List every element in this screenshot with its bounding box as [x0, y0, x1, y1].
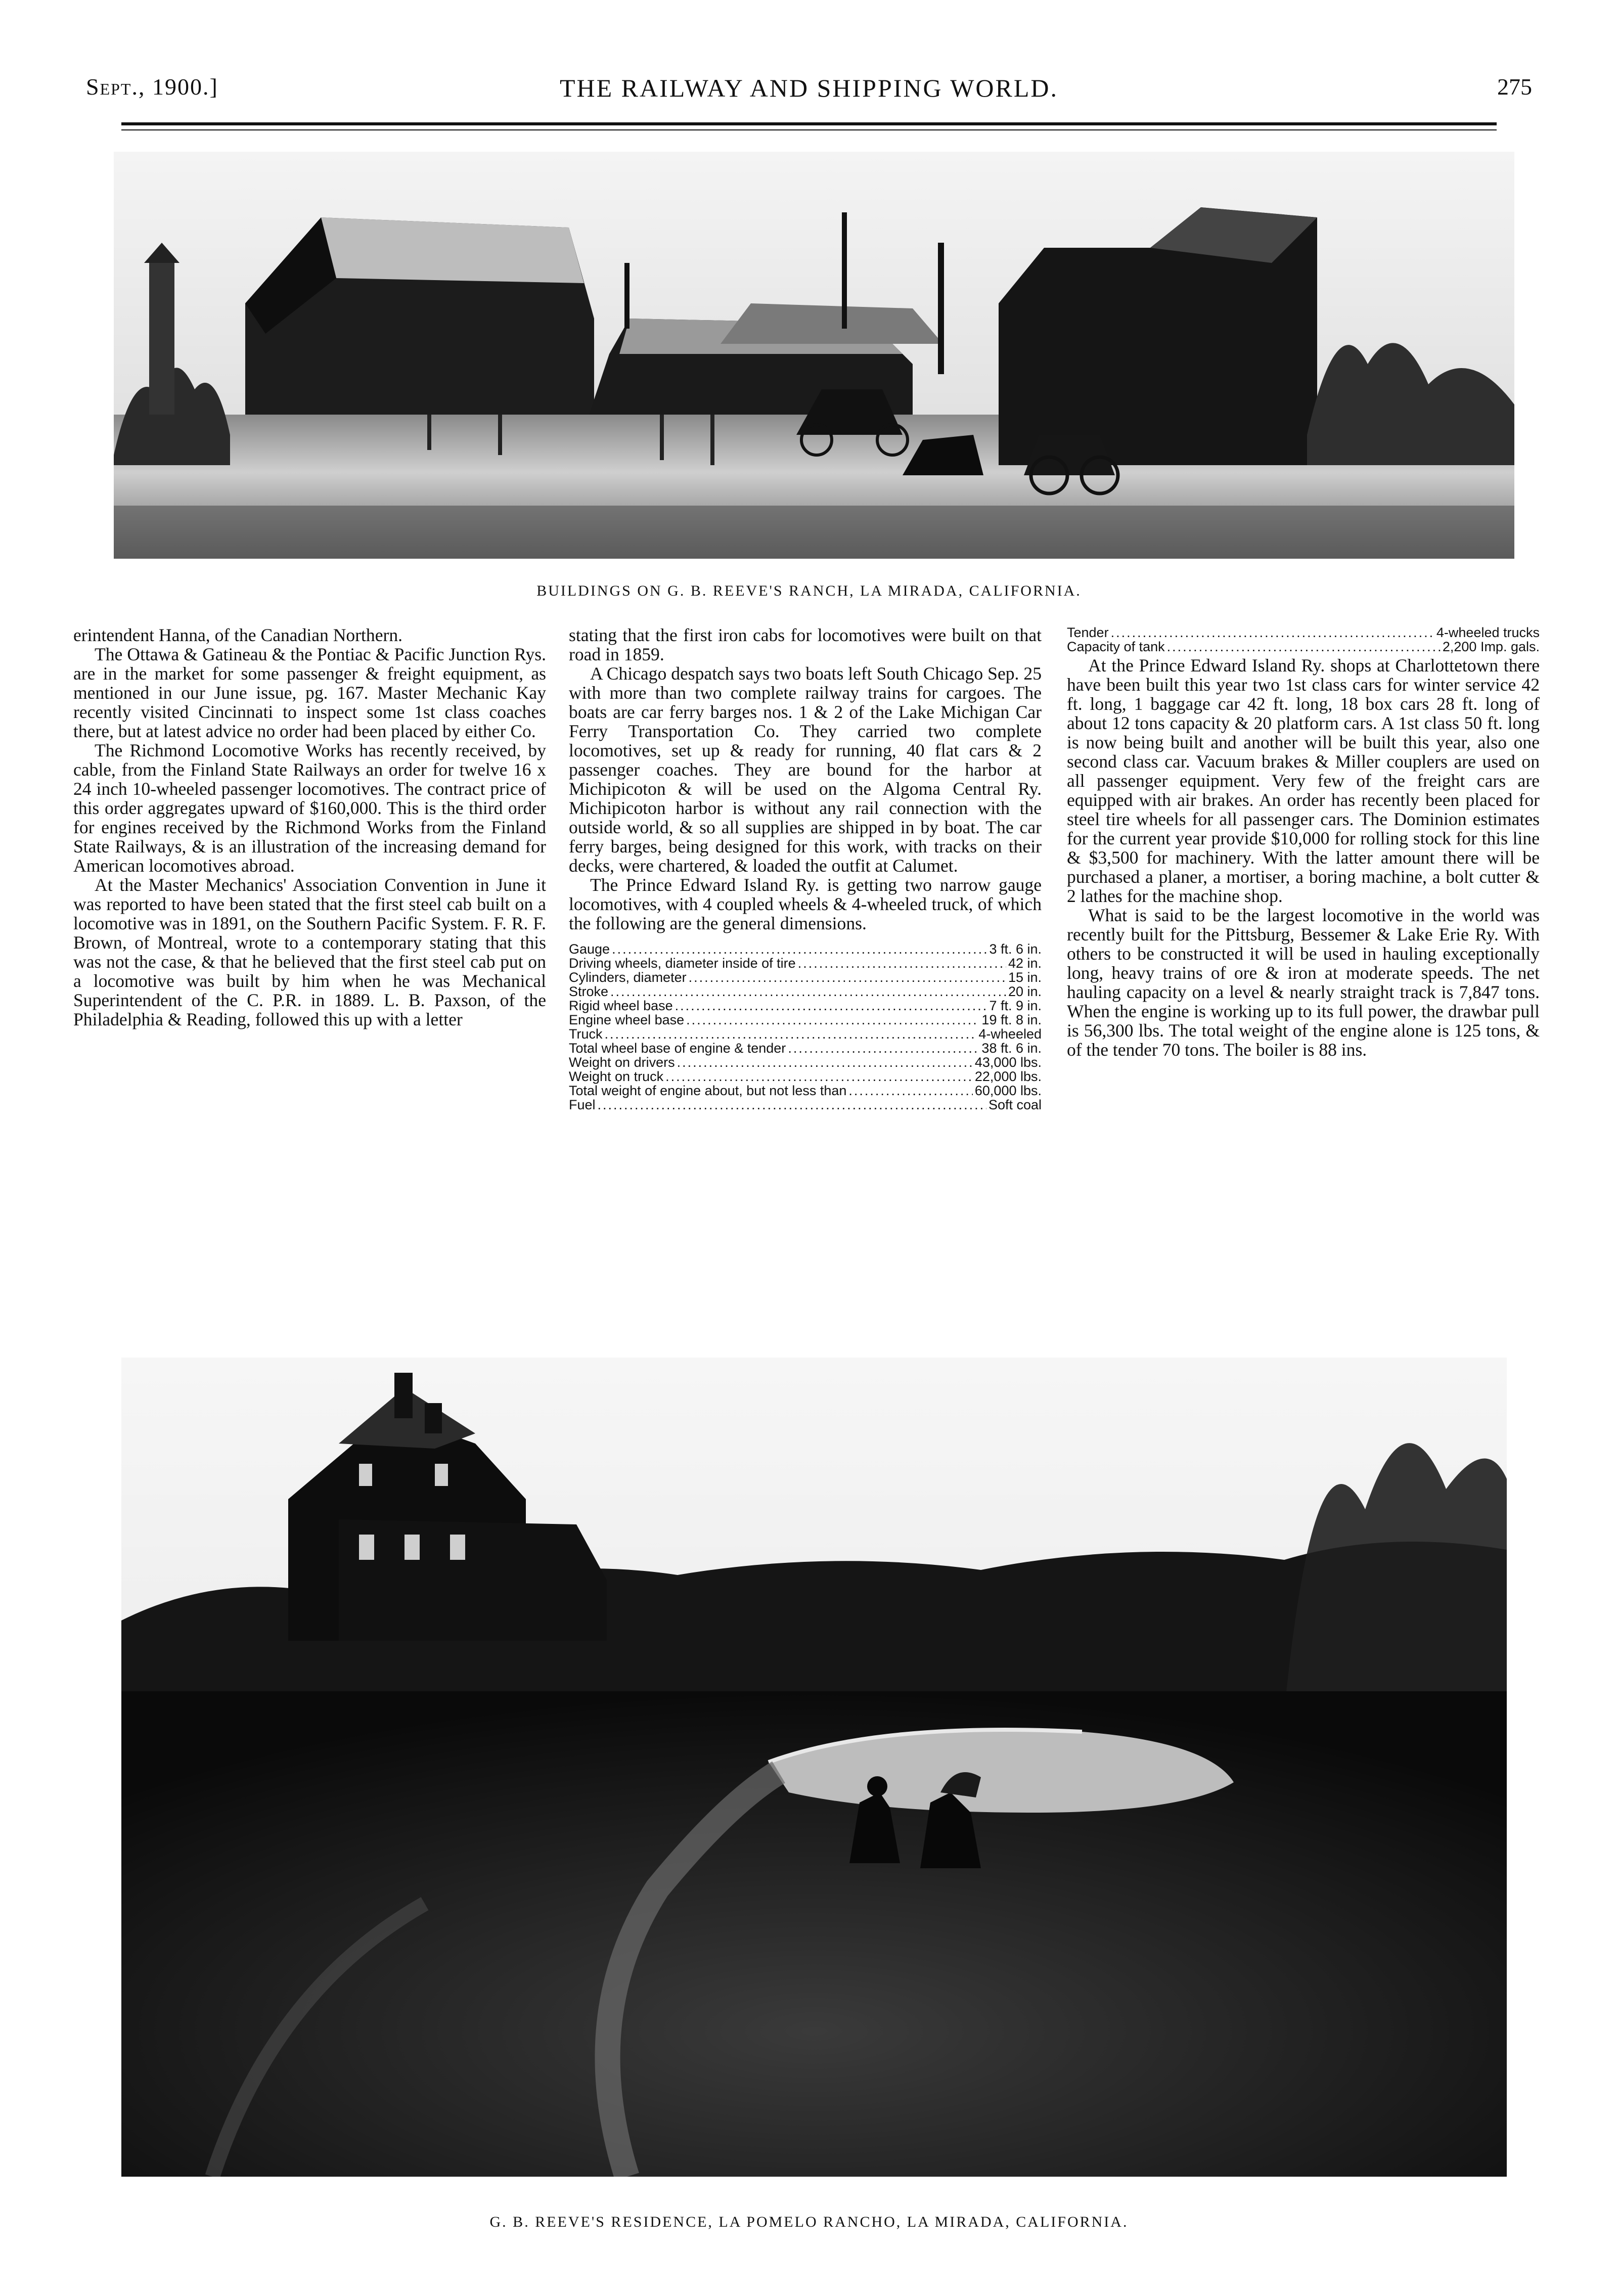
- dimension-label: Capacity of tank: [1067, 639, 1165, 654]
- locomotive-dimensions-table: [569, 942, 1042, 1112]
- paragraph: The Richmond Locomotive Works has recently received, by cable, from the Finland State Railways an order for twelve 16 x 24 inch 10-wheeled passenger locomotives. The contract price of this order aggregates upward of $160,000. This is the third order for engines received by the Richmond Works from the Finland State Railways, & is an illustration of the increasing demand for American locomotives abroad.: [73, 740, 546, 876]
- dimension-label: Fuel: [569, 1097, 596, 1112]
- dimension-value: 38 ft. 6 in.: [981, 1041, 1042, 1056]
- text-column-2: [569, 625, 1042, 1112]
- dimension-value: 3 ft. 6 in.: [989, 941, 1042, 957]
- dimension-row: [1067, 625, 1540, 640]
- dimension-value: 43,000 lbs.: [974, 1055, 1042, 1070]
- top-photo-caption: BUILDINGS ON G. B. REEVE'S RANCH, LA MIRADA, CALIFORNIA.: [536, 582, 1082, 599]
- dimension-value: 4-wheeled trucks: [1436, 625, 1540, 640]
- dimension-row: [569, 999, 1042, 1013]
- paragraph: stating that the first iron cabs for locomotives were built on that road in 1859.: [569, 625, 1042, 664]
- dimension-label: Gauge: [569, 941, 610, 957]
- dimension-row: [569, 1041, 1042, 1055]
- dimension-label: Weight on drivers: [569, 1055, 675, 1070]
- dimension-label: Stroke: [569, 984, 609, 999]
- dimension-row: [569, 984, 1042, 999]
- journal-title: THE RAILWAY AND SHIPPING WORLD.: [559, 74, 1059, 102]
- paragraph: What is said to be the largest locomotive in the world was recently built for the Pittsburg, Bessemer & Lake Erie Ry. With others to be constructed it will be used in hauling exceptionally long, heavy trains of ore & iron at moderate speeds. The net hauling capacity on a level & nearly straight track is 7,847 tons. When the engine is working up to its full power, the drawbar pull is 56,300 lbs. The total weight of the engine alone is 125 tons, & of the tender 70 tons. The boiler is 88 ins.: [1067, 905, 1540, 1060]
- dimension-label: Total weight of engine about, but not less than: [569, 1083, 847, 1098]
- ranch-buildings-photo: [114, 152, 1514, 559]
- header-rule-thick: [121, 122, 1497, 125]
- running-header: [86, 73, 1532, 109]
- text-column-3: [1067, 625, 1540, 1059]
- dimension-value: 7 ft. 9 in.: [989, 998, 1042, 1013]
- dimension-value: 15 in.: [1008, 970, 1042, 985]
- dimension-label: Truck: [569, 1026, 603, 1042]
- dimension-value: 42 in.: [1008, 956, 1042, 971]
- text-column-1: [73, 625, 546, 1029]
- page-number: 275: [1497, 74, 1532, 100]
- header-date: Sept., 1900.]: [86, 74, 218, 100]
- dimension-row: [569, 1069, 1042, 1084]
- paragraph: At the Master Mechanics' Association Convention in June it was reported to have been stated that the first steel cab built on a locomotive was in 1891, on the Southern Pacific System. F. R. F. Brown, of Montreal, wrote to a contemporary stating that this was not the case, & that he believed that the first steel cab put on a locomotive was built by him when he was Mechanical Superintendent of the C. P.R. in 1889. L. B. Paxson, of the Philadelphia & Reading, followed this up with a letter: [73, 875, 546, 1029]
- dimension-row: [1067, 640, 1540, 654]
- dimension-label: Tender: [1067, 625, 1109, 640]
- dimension-value: 2,200 Imp. gals.: [1442, 639, 1540, 654]
- dimension-value: 19 ft. 8 in.: [981, 1012, 1042, 1027]
- dimension-label: Driving wheels, diameter inside of tire: [569, 956, 796, 971]
- paragraph: erintendent Hanna, of the Canadian Northern.: [73, 625, 403, 645]
- dimension-row: [569, 1013, 1042, 1027]
- dimension-row: [569, 1098, 1042, 1112]
- dimension-label: Weight on truck: [569, 1069, 664, 1084]
- bottom-photo-caption: G. B. REEVE'S RESIDENCE, LA POMELO RANCHO, LA MIRADA, CALIFORNIA.: [489, 2214, 1129, 2230]
- dimension-row: [569, 942, 1042, 956]
- paragraph: The Prince Edward Island Ry. is getting two narrow gauge locomotives, with 4 coupled wheels & 4-wheeled truck, of which the following are the general dimensions.: [569, 875, 1042, 933]
- dimension-value: Soft coal: [988, 1097, 1042, 1112]
- dimension-label: Total wheel base of engine & tender: [569, 1041, 786, 1056]
- paragraph: A Chicago despatch says two boats left South Chicago Sep. 25 with more than two complete railway trains for cargoes. The boats are car ferry barges nos. 1 & 2 of the Lake Michigan Car Ferry Transportation Co. They carried two complete locomotives, set up & ready for running, 40 flat cars & 2 passenger coaches. They are bound for the harbor at Michipicoton & will be used on the Algoma Central Ry. Michipicoton harbor is without any rail connection with the outside world, & so all supplies are shipped in by boat. The car ferry barges, being designed for this work, with tracks on their decks, were chartered, & loaded the outfit at Calumet.: [569, 663, 1042, 876]
- dimension-value: 22,000 lbs.: [974, 1069, 1042, 1084]
- tender-dimensions-table: [1067, 625, 1540, 654]
- dimension-label: Rigid wheel base: [569, 998, 673, 1013]
- dimension-row: [569, 1055, 1042, 1069]
- dimension-label: Engine wheel base: [569, 1012, 685, 1027]
- residence-photo: [121, 1358, 1507, 2177]
- dimension-value: 4-wheeled: [978, 1026, 1042, 1042]
- paragraph: The Ottawa & Gatineau & the Pontiac & Pacific Junction Rys. are in the market for some passenger & freight equipment, as mentioned in our June issue, pg. 167. Master Mechanic Kay recently visited Cincinnati to inspect some 1st class coaches there, but at latest advice no order had been placed by either Co.: [73, 644, 546, 741]
- header-rule-thin: [121, 129, 1497, 130]
- dimension-row: [569, 956, 1042, 970]
- paragraph: At the Prince Edward Island Ry. shops at Charlottetown there have been built this year two 1st class cars for winter service 42 ft. long, 1 baggage car 42 ft. long, 18 box cars 28 ft. long of about 12 tons capacity & 20 platform cars. A 1st class 50 ft. long is now being built and another will be built this year, also one second class car. Vacuum brakes & Miller couplers are used on all passenger equipment. Very few of the freight cars are equipped with air brakes. An order has recently been placed for steel tire wheels for all passenger cars. The Dominion estimates for the current year provide $10,000 for rolling stock for this line & $3,500 for machinery. With the latter amount there will be purchased a planer, a mortiser, a boring machine, a bolt cutter & 2 lathes for the machine shop.: [1067, 655, 1540, 906]
- dimension-value: 60,000 lbs.: [974, 1083, 1042, 1098]
- dimension-row: [569, 1084, 1042, 1098]
- dimension-row: [569, 970, 1042, 984]
- dimension-label: Cylinders, diameter: [569, 970, 687, 985]
- dimension-value: 20 in.: [1008, 984, 1042, 999]
- dimension-row: [569, 1027, 1042, 1041]
